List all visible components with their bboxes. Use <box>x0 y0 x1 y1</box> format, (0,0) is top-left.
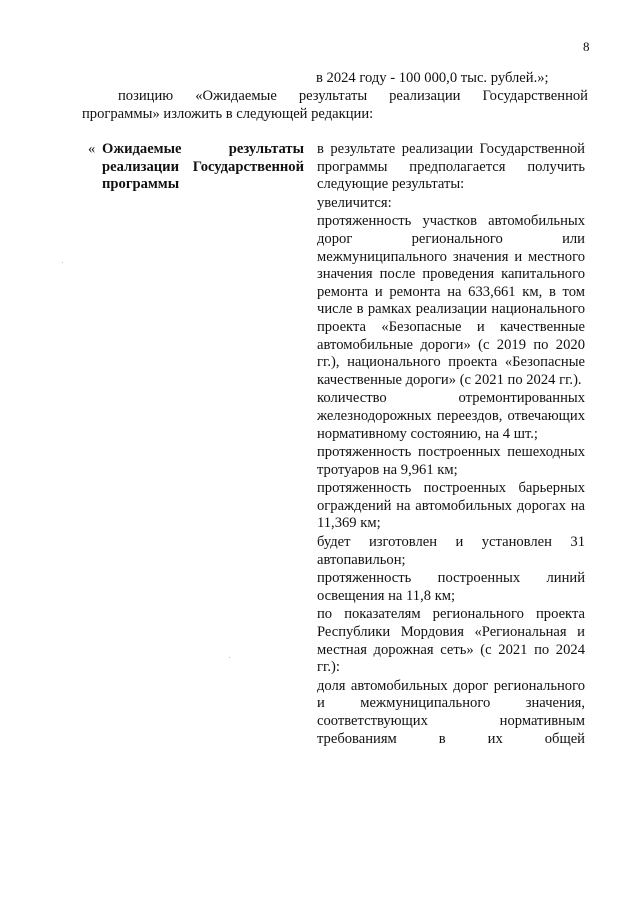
intro-line: в 2024 году - 100 000,0 тыс. рублей.»; <box>316 70 549 86</box>
result-paragraph: будет изготовлен и установлен 31 автопавильон; <box>317 534 585 568</box>
page-number: 8 <box>583 39 590 54</box>
scan-speck <box>229 657 230 658</box>
section-content <box>317 141 585 749</box>
section-heading: Ожидаемые результаты реализации Государственной программы <box>102 141 304 193</box>
result-paragraph: по показателям регионального проекта Республики Мордовия «Региональная и местная дорожная сеть» (с 2021 по 2024 гг.): <box>317 606 585 676</box>
result-paragraph: протяженность участков автомобильных дорог регионального или межмуниципального значения и местного значения после проведения капитального ремонта и ремонта на 633,661 км, в том числе в рамках реализации национального проекта «Безопасные и качественные автомобильные дороги» (с 2019 по 2020 гг.), национального проекта «Безопасные качественные дороги» (с 2021 по 2024 гг.). <box>317 213 585 388</box>
scan-speck <box>62 262 63 263</box>
result-paragraph: протяженность построенных линий освещения на 11,8 км; <box>317 570 585 604</box>
result-paragraph: протяженность построенных пешеходных тротуаров на 9,961 км; <box>317 444 585 478</box>
result-paragraph: увеличится: <box>317 194 392 211</box>
result-paragraph: количество отремонтированных железнодорожных переездов, отвечающих нормативному состоянию, на 4 шт.; <box>317 390 585 442</box>
result-paragraph: в результате реализации Государственной программы предполагается получить следующие результаты: <box>317 141 585 193</box>
result-paragraph: доля автомобильных дорог регионального и межмуниципального значения, соответствующих нормативным требованиям в их общей <box>317 677 585 747</box>
result-paragraph: протяженность построенных барьерных ограждений на автомобильных дорогах на 11,369 км; <box>317 480 585 532</box>
open-quote-mark: « <box>88 141 96 157</box>
intro-paragraph: позицию «Ожидаемые результаты реализации Государственной программы» изложить в следующей редакции: <box>82 88 588 122</box>
